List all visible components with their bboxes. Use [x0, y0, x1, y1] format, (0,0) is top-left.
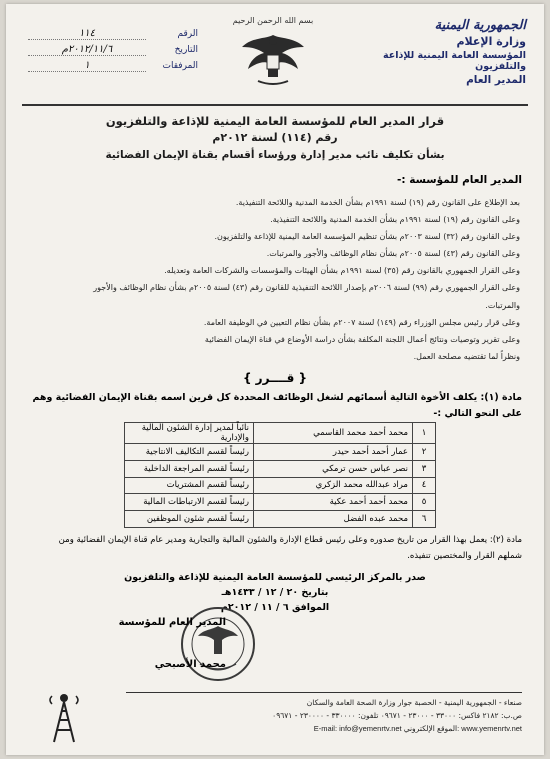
issuance-block [6, 570, 544, 615]
footer-contact: E-mail: info@yemenrtv.net الموقع الإلكتروني: www.yemenrtv.net [313, 724, 522, 733]
header-divider [22, 104, 528, 106]
table-row [125, 494, 436, 511]
staff-position: رئيساً لقسم المراجعة الداخلية [125, 460, 254, 477]
row-number: ١ [413, 423, 436, 444]
staff-position: رئيساً لقسم شئون الموظفين [125, 511, 254, 528]
article-1: مادة (١): يكلف الأخوة التالية أسمائهم لشغل الوظائف المحددة كل قرين اسمه بقناة الإيمان الفضائية وهم على النحو التالي :- [32, 392, 522, 419]
row-number: ٣ [413, 460, 436, 477]
signatory-title: المدير العام للمؤسسة [118, 617, 226, 628]
staff-position: رئيساً لقسم الارتباطات المالية [125, 494, 254, 511]
broadcast-tower-icon [44, 690, 84, 744]
preamble-line: وعلى تقرير وتوصيات ونتائج أعمال اللجنة المكلفة بشأن دراسة الأوضاع في قناة الإيمان الفضائية [204, 334, 520, 344]
preamble-line: بعد الإطلاع على القانون رقم (١٩) لسنة ١٩٩١م بشأن الخدمة المدنية واللائحة التنفيذية. [235, 198, 520, 207]
staff-position: رئيساً لقسم التكاليف الانتاجية [125, 444, 254, 461]
ref-attach-row [28, 58, 198, 74]
corporation-name: المؤسسة العامة اليمنية للإذاعة والتلفزيون [383, 50, 526, 72]
country-name: الجمهورية اليمنية [434, 18, 526, 33]
reference-box [28, 26, 198, 74]
letterhead-emblem [230, 16, 316, 95]
preamble-line: وعلى القانون رقم (٣٢) لسنة ٢٠٠٣م بشأن تنظيم المؤسسة العامة اليمنية للإذاعة والتلفزيون. [214, 232, 520, 242]
basmala-text: بسم الله الرحمن الرحيم [232, 16, 314, 25]
ref-attach-label: المرفقات [162, 61, 198, 71]
footer-address: صنعاء - الجمهورية اليمنية - الحصبة جوار وزارة الصحة العامة والسكان [306, 698, 522, 707]
decree-subject: بشأن تكليف نائب مدير إدارة ورؤساء أقسام بقناة الإيمان الفضائية [105, 149, 445, 161]
ref-number-label: الرقم [177, 29, 198, 39]
preamble-line: وعلى القرار الجمهوري رقم (٩٩) لسنة ٢٠٠٦م بإصدار اللائحة التنفيذية للقانون رقم (٤٣) لسنة ٢٠٠٥م بشأن نظام الوظائف والأجور [93, 283, 520, 293]
staff-name: نصر عباس حسن ترمكي [254, 460, 413, 477]
ref-attach-value: ١ [28, 60, 146, 72]
addressee-line: المدير العام للمؤسسة :- [397, 174, 522, 186]
preamble-line: والمرتبات. [485, 300, 520, 310]
decree-title [6, 114, 544, 161]
issuance-place: صدر بالمركز الرئيسي للمؤسسة العامة اليمنية للإذاعة والتلفزيون [124, 572, 426, 583]
signature-block [66, 616, 226, 672]
article-2: مادة (٢): يعمل بهذا القرار من تاريخ صدوره وعلى رئيس قطاع الإدارة والشئون المالية والتجارية ومدير عام قناة الإيمان الفضائية ومن شملهم القرار والمختصين تنفيذه. [58, 535, 522, 561]
ref-number-value: ١١٤ [28, 28, 146, 40]
staff-table [124, 422, 436, 528]
staff-position: نائباً لمدير إدارة الشئون المالية والإدارية [125, 423, 254, 444]
preamble-line: ونظراً لما تقتضيه مصلحة العمل. [413, 351, 520, 361]
signatory-name: محمد الأصبحي [154, 659, 226, 670]
staff-name: عمار أحمد أحمد حيدر [254, 444, 413, 461]
issuance-date-hijri: بتاريخ ٢٠ / ١٢ / ١٤٣٣هـ [221, 587, 329, 598]
ref-date-row [28, 42, 198, 58]
staff-name: محمد أحمد أحمد عكية [254, 494, 413, 511]
footer-divider [126, 692, 522, 693]
decision-heading: { قــــرر } [242, 371, 308, 385]
row-number: ٥ [413, 494, 436, 511]
staff-position: رئيساً لقسم المشتريات [125, 477, 254, 494]
ref-number-row [28, 26, 198, 42]
table-row [125, 511, 436, 528]
ref-date-label: التاريخ [174, 45, 198, 55]
staff-name: محمد عبده الفضل [254, 511, 413, 528]
preamble-line: وعلى القانون رقم (٤٣) لسنة ٢٠٠٥م بشأن نظام الوظائف والأجور والمرتبات. [266, 249, 520, 259]
staff-name: محمد أحمد محمد القاسمي [254, 423, 413, 444]
decree-title-line1: قرار المدير العام للمؤسسة العامة اليمنية للإذاعة والتلفزيون [105, 114, 445, 128]
office-name: المدير العام [466, 74, 526, 86]
row-number: ٢ [413, 444, 436, 461]
table-row [125, 477, 436, 494]
row-number: ٦ [413, 511, 436, 528]
issuance-date-gregorian: الموافق ٦ / ١١ / ٢٠١٢م [220, 602, 330, 613]
staff-name: مراد عبدالله محمد الزكري [254, 477, 413, 494]
table-row [125, 460, 436, 477]
preamble [34, 194, 520, 365]
preamble-line: وعلى قرار رئيس مجلس الوزراء رقم (١٤٩) لسنة ٢٠٠٧م بشأن نظام التعيين في الوظيفة العامة. [203, 317, 520, 327]
table-row [125, 423, 436, 444]
eagle-emblem-icon [238, 25, 308, 91]
letterhead-footer [126, 696, 522, 735]
row-number: ٤ [413, 477, 436, 494]
footer-phones: ص.ب: ٢١٨٢ فاكس: ٣٣٠٠٠ - ٢٣٠٠٠ - ٠٩٦٧١ تلفون: ٣٣٠٠٠٠ - ٢٣٠٠٠٠ - ٠٩٦٧١ [272, 711, 522, 720]
preamble-line: وعلى القانون رقم (١٩) لسنة ١٩٩١م بشأن الخدمة المدنية واللائحة التنفيذية. [270, 215, 520, 225]
decree-number: رقم (١١٤) لسنة ٢٠١٢م [212, 131, 338, 144]
table-row [125, 444, 436, 461]
letter-page [6, 4, 544, 755]
letterhead-issuer [356, 18, 526, 86]
ministry-name: وزارة الإعلام [456, 35, 526, 48]
ref-date-value: ٢٠١٢/١١/٦م [28, 44, 146, 56]
preamble-line: وعلى القرار الجمهوري بالقانون رقم (٣٥) لسنة ١٩٩١م بشأن الهيئات والمؤسسات والشركات العامة وتعديله. [164, 266, 520, 276]
